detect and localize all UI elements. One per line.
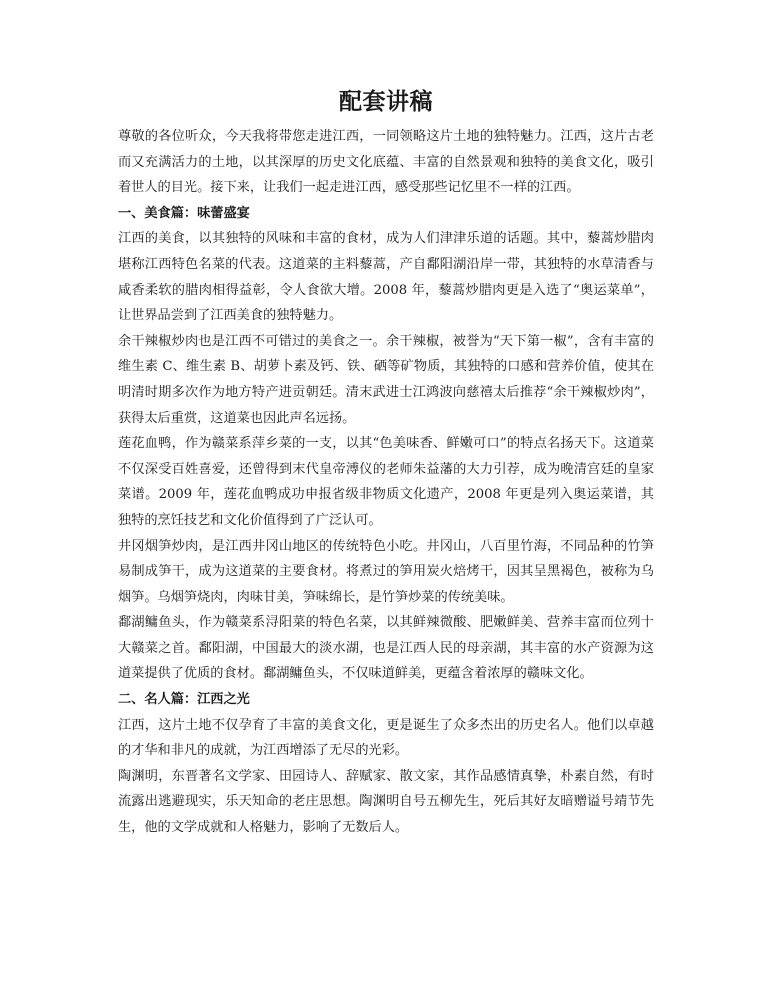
paragraph-yugan-lajiao: 余干辣椒炒肉也是江西不可错过的美食之一。余干辣椒，被誉为“天下第一椒”，含有丰富的维生素 C、维生素 B、胡萝卜素及钙、铁、硒等矿物质，其独特的口感和营养价值，使其在明清时期多次作为地方特产进贡朝廷。清末武进士江鸿波向慈禧太后推荐“余干辣椒炒肉”，获得太后重赏，这道菜也因此声名远扬。 bbox=[118, 333, 654, 426]
document-page bbox=[118, 82, 654, 841]
paragraph-people-intro: 江西，这片土地不仅孕育了丰富的美食文化，更是诞生了众多杰出的历史名人。他们以卓越的才华和非凡的成就，为江西增添了无尽的光彩。 bbox=[118, 717, 654, 759]
paragraph-tao-yuanming: 陶渊明，东晋著名文学家、田园诗人、辞赋家、散文家，其作品感情真挚，朴素自然，有时流露出逃避现实，乐天知命的老庄思想。陶渊明自号五柳先生，死后其好友暗赠谥号靖节先生，他的文学成就和人格魅力，影响了无数后人。 bbox=[118, 768, 654, 836]
paragraph-lianhua-xueya: 莲花血鸭，作为赣菜系萍乡菜的一支，以其“色美味香、鲜嫩可口”的特点名扬天下。这道菜不仅深受百姓喜爱，还曾得到末代皇帝溥仪的老师朱益藩的大力引荐，成为晚清宫廷的皇家菜谱。2009 年，莲花血鸭成功申报省级非物质文化遗产，2008 年更是列入奥运菜谱，其独特的烹饪技艺和文化价值得到了广泛认可。 bbox=[118, 436, 654, 528]
intro-paragraph: 尊敬的各位听众，今天我将带您走进江西，一同领略这片土地的独特魅力。江西，这片古老而又充满活力的土地，以其深厚的历史文化底蕴、丰富的自然景观和独特的美食文化，吸引着世人的目光。接下来，让我们一起走进江西，感受那些记忆里不一样的江西。 bbox=[118, 129, 654, 196]
section-heading-food: 一、美食篇：味蕾盛宴 bbox=[118, 205, 250, 221]
paragraph-pohu-yongyutou: 鄱湖鳙鱼头，作为赣菜系浔阳菜的特色名菜，以其鲜辣微酸、肥嫩鲜美、营养丰富而位列十大赣菜之首。鄱阳湖，中国最大的淡水湖，也是江西人民的母亲湖，其丰富的水产资源为这道菜提供了优质的食材。鄱湖鳙鱼头，不仅味道鲜美，更蕴含着浓厚的赣味文化。 bbox=[118, 615, 654, 682]
paragraph-jinggang-yansun: 井冈烟笋炒肉，是江西井冈山地区的传统特色小吃。井冈山，八百里竹海，不同品种的竹笋易制成笋干，成为这道菜的主要食材。将煮过的笋用炭火焙烤干，因其呈黑褐色，被称为乌烟笋。乌烟笋烧肉，肉味甘美，笋味绵长，是竹笋炒菜的传统美味。 bbox=[118, 538, 654, 605]
paragraph-lihao-larou: 江西的美食，以其独特的风味和丰富的食材，成为人们津津乐道的话题。其中，藜蒿炒腊肉堪称江西特色名菜的代表。这道菜的主料藜蒿，产自鄱阳湖沿岸一带，其独特的水草清香与咸香柔软的腊肉相得益彰，令人食欲大增。2008 年，藜蒿炒腊肉更是入选了“奥运菜单”，让世界品尝到了江西美食的独特魅力。 bbox=[118, 231, 654, 324]
document-title: 配套讲稿 bbox=[339, 88, 433, 115]
section-heading-people: 二、名人篇：江西之光 bbox=[118, 692, 250, 708]
